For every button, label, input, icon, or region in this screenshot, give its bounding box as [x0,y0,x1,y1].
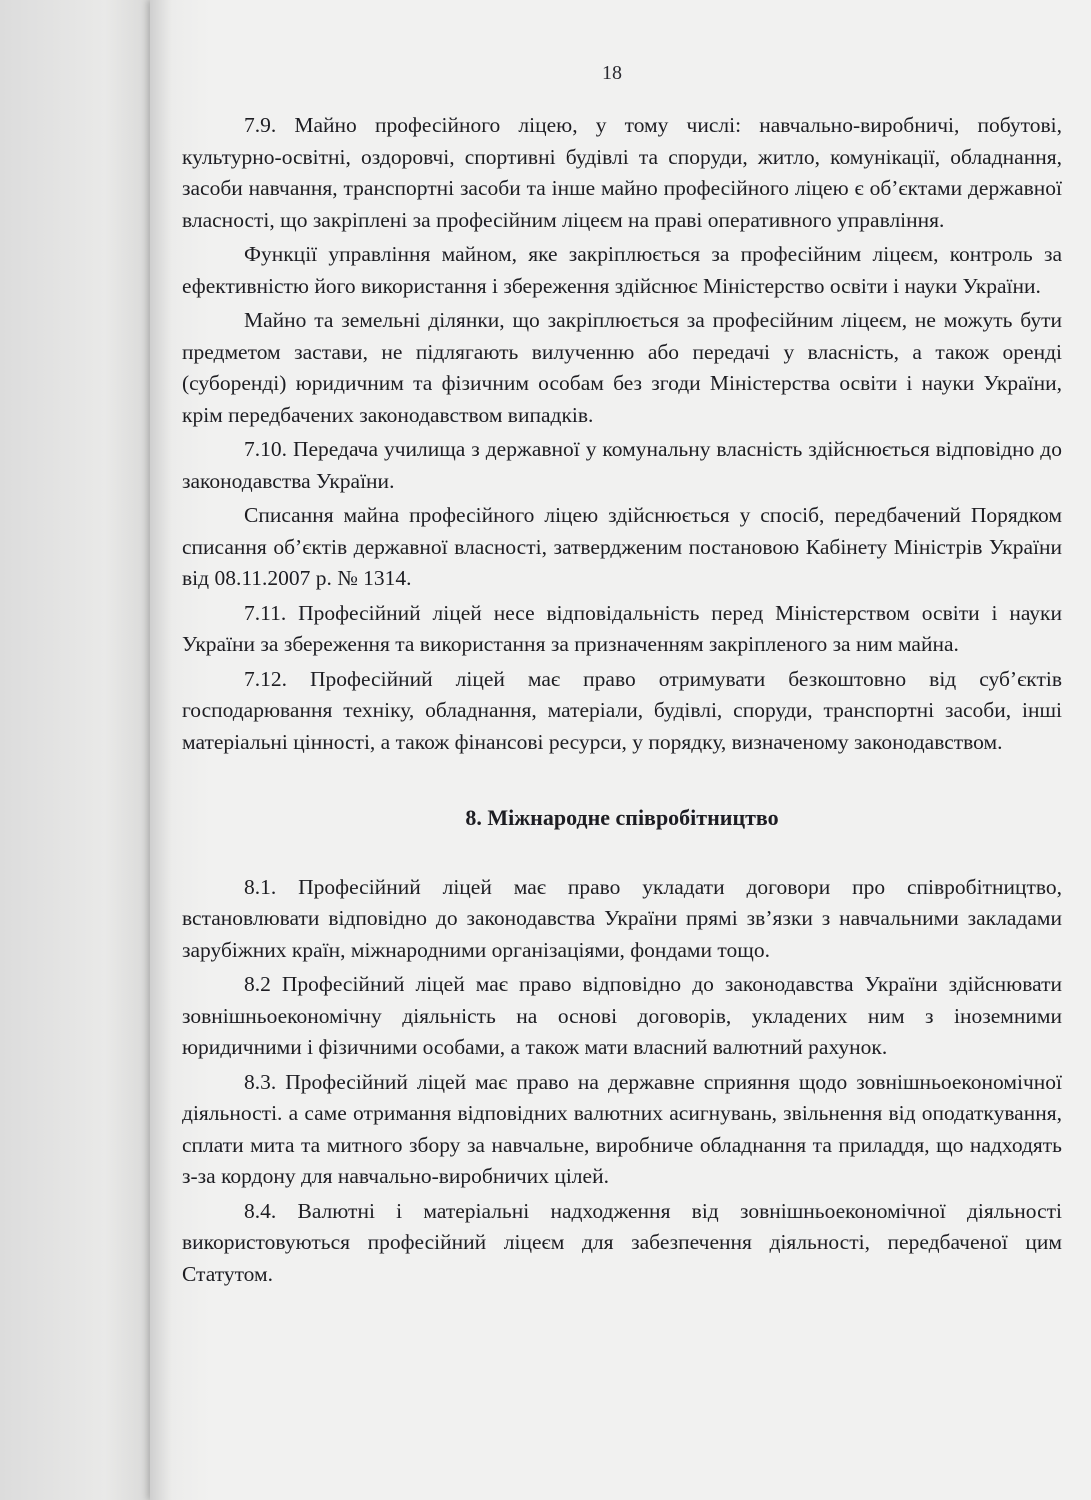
paragraph-8-1: 8.1. Професійний ліцей має право укладати договори про співробітництво, встановлювати відповідно до законодавства України прямі зв’язки з навчальними закладами зарубіжних країн, міжнародними організаціями, фондами тощо. [182,874,1062,962]
paragraph-8-3: 8.3. Професійний ліцей має право на державне сприяння щодо зовнішньоекономічної діяльності. а саме отримання відповідних валютних асигнувань, звільнення від оподаткування, сплати мита та митного збору за навчальне, виробниче обладнання та приладдя, що надходять з-за кордону для навчально-виробничих цілей. [182,1069,1062,1188]
paragraph-7-10: 7.10. Передача училища з державної у комунальну власність здійснюється відповідно до законодавства України. [182,437,1062,493]
paragraph-property-management: Функції управління майном, яке закріплюється за професійним ліцеєм, контроль за ефективністю його використання і збереження здійснює Міністерство освіти і науки України. [182,242,1062,298]
section-8-heading: 8. Міжнародне співробітництво [465,805,779,830]
paragraph-land-plots: Майно та земельні ділянки, що закріплюється за професійним ліцеєм, не можуть бути предметом застави, не підлягають вилученню або передачі у власність, а також оренді (суборенді) юридичним та фізичним особам без згоди Міністерства освіти і науки України, крім передбачених законодавством випадків. [182,308,1062,427]
paragraph-8-2: 8.2 Професійний ліцей має право відповідно до законодавства України здійснювати зовнішньоекономічну діяльність на основі договорів, укладених ним з іноземними юридичними і фізичними особами, а також мати власний валютний рахунок. [182,972,1062,1059]
page-content [182,110,1062,1293]
paragraph-7-9: 7.9. Майно професійного ліцею, у тому числі: навчально-виробничі, побутові, культурно-освітні, оздоровчі, спортивні будівлі та споруди, житло, комунікації, обладнання, засоби навчання, транспортні засоби та інше майно професійного ліцею є об’єктами державної власності, що закріплені за професійним ліцеєм на праві оперативного управління. [182,113,1062,232]
document-page [150,0,1091,1500]
page-number: 18 [602,62,622,84]
previous-page-edge [0,0,150,1500]
paragraph-7-12: 7.12. Професійний ліцей має право отримувати безкоштовно від суб’єктів господарювання техніку, обладнання, матеріали, будівлі, споруди, транспортні засоби, інші матеріальні цінності, а також фінансові ресурси, у порядку, визначеному законодавством. [182,666,1062,754]
paragraph-8-4: 8.4. Валютні і матеріальні надходження від зовнішньоекономічної діяльності використовуються професійний ліцеєм для забезпечення діяльності, передбаченої цим Статутом. [182,1198,1062,1286]
paragraph-7-11: 7.11. Професійний ліцей несе відповідальність перед Міністерством освіти і науки України за збереження та використання за призначенням закріпленого за ним майна. [182,600,1062,656]
paragraph-write-off: Списання майна професійного ліцею здійснюється у спосіб, передбачений Порядком списання об’єктів державної власності, затвердженим постановою Кабінету Міністрів України від 08.11.2007 р. № 1314. [182,503,1062,590]
